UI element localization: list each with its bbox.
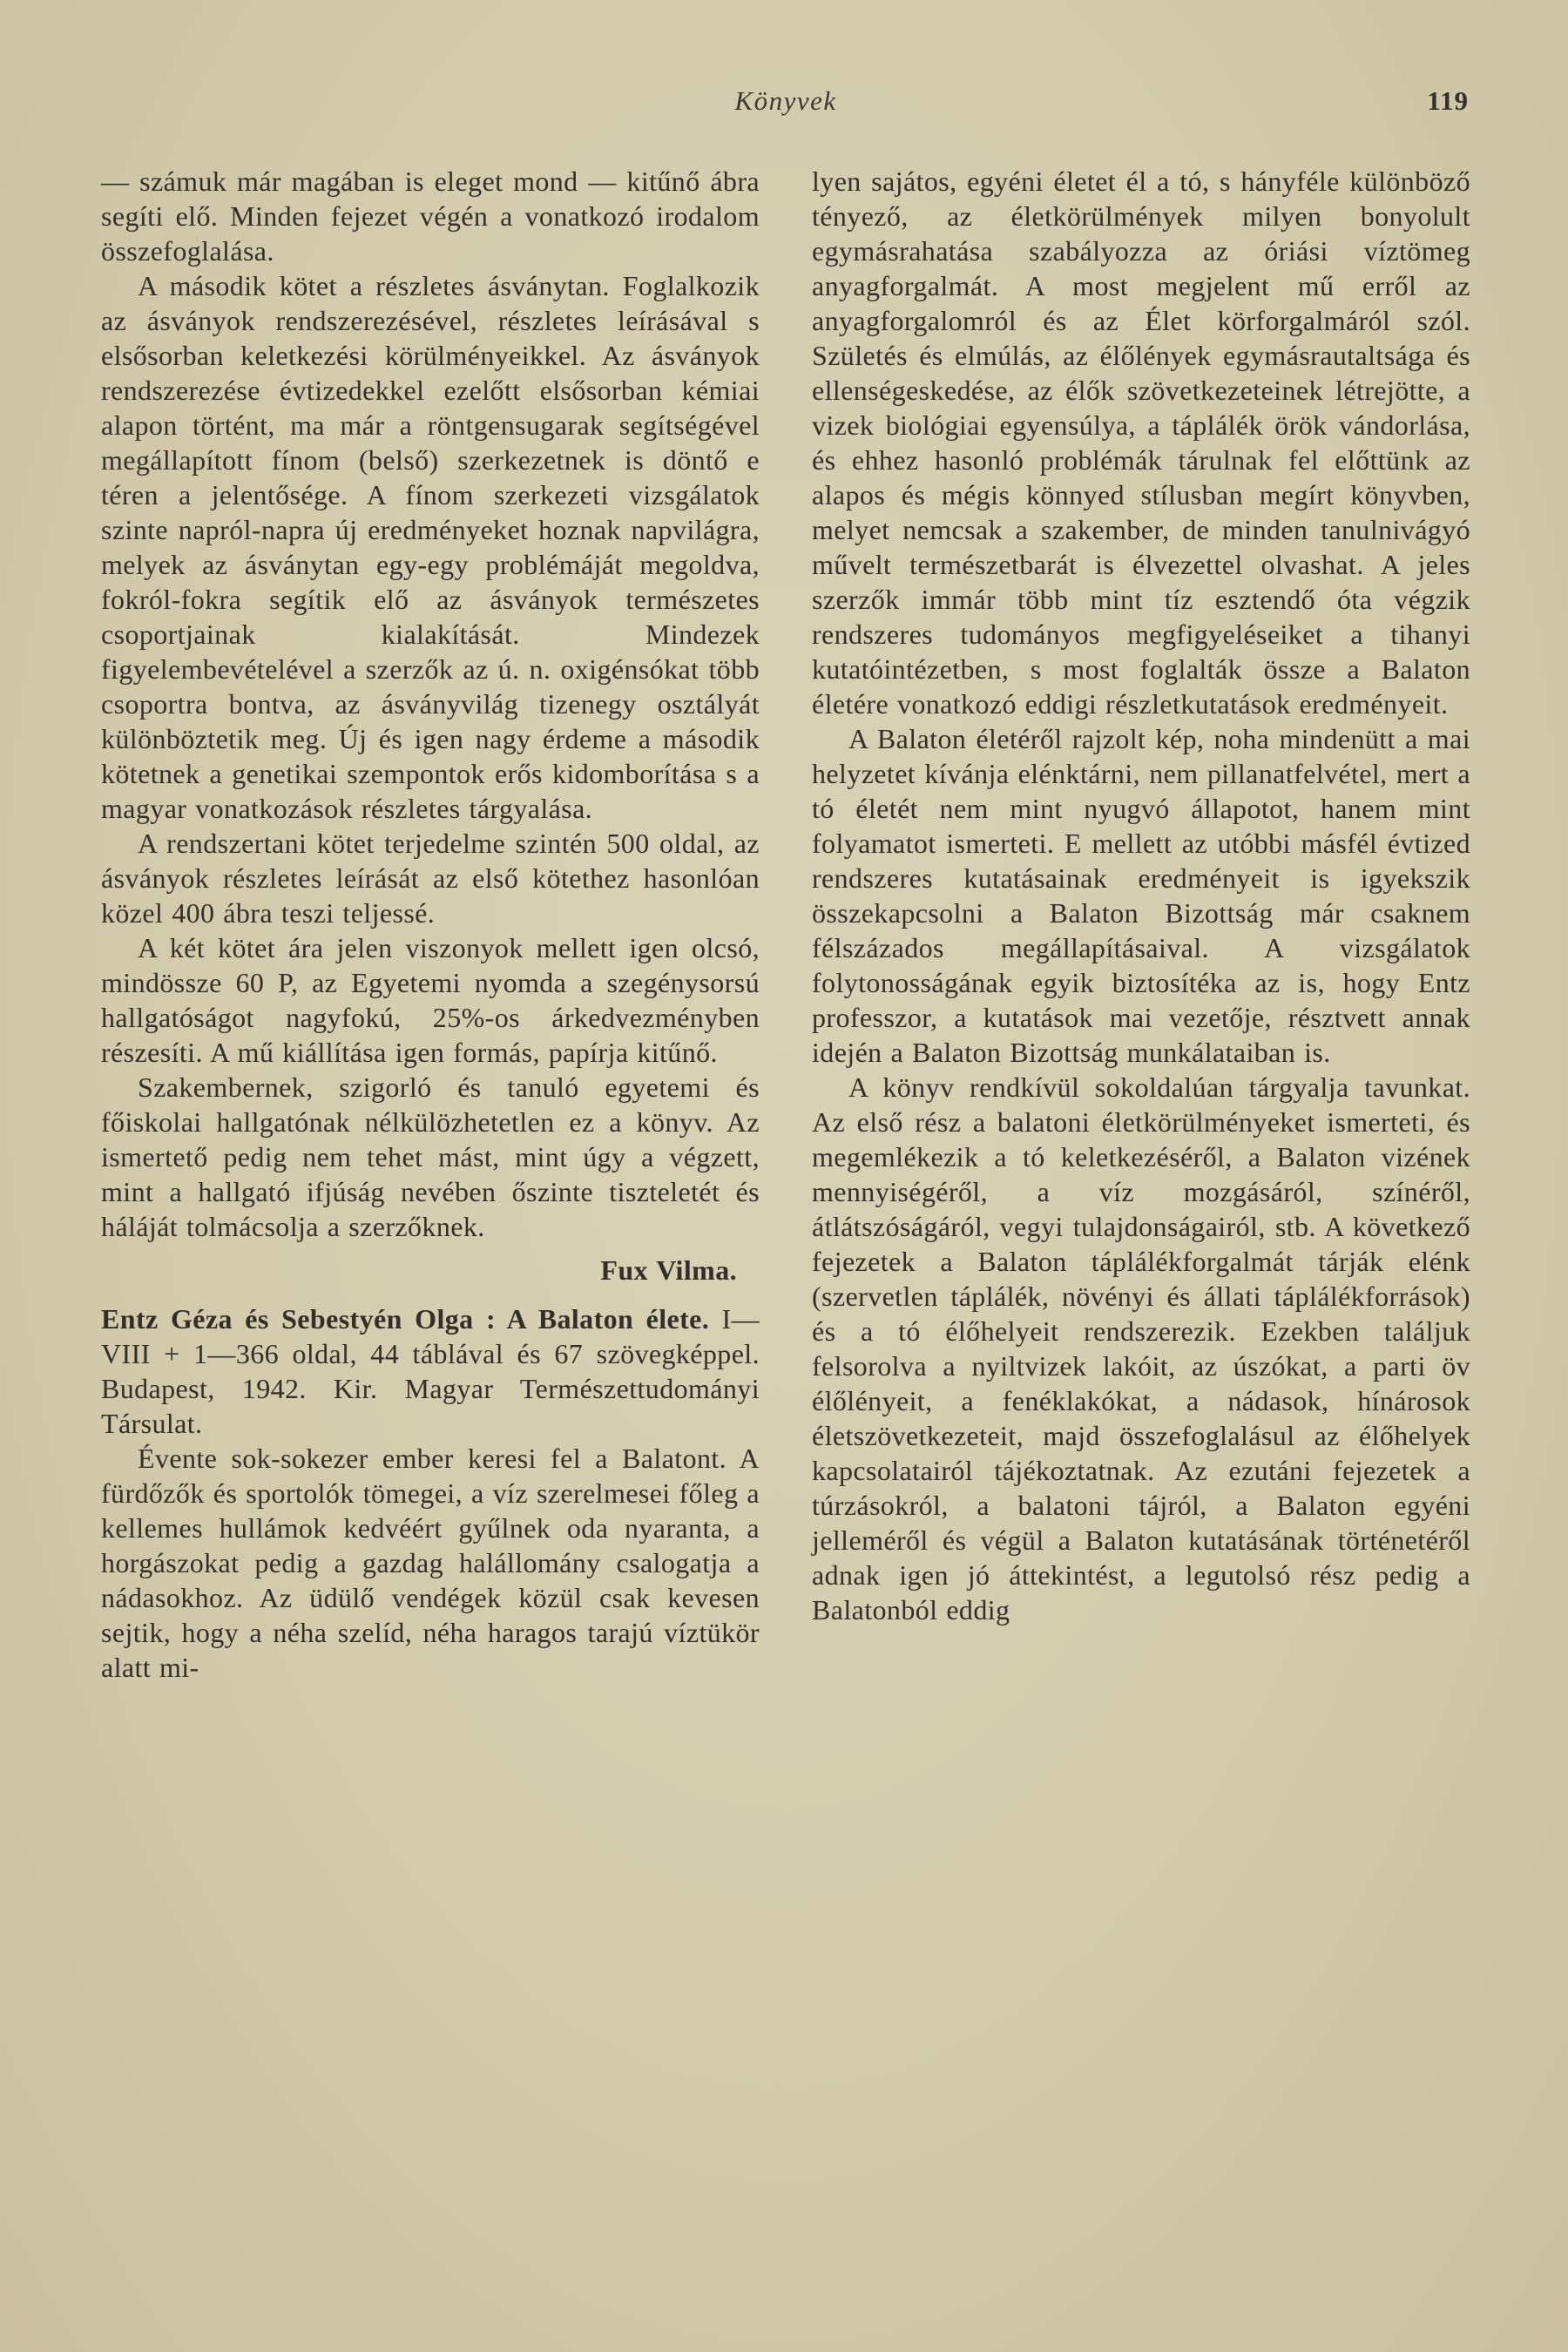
paragraph: lyen sajátos, egyéni életet él a tó, s hányféle különböző tényező, az életkörülmények milyen bonyolult egymásrahatása szabályozza az óriási víztömeg anyagforgalmát. A most megjelent mű erről az anyagforgalomról és az Élet körforgalmáról szól. Születés és elmúlás, az élőlények egymásrautaltsága és ellenségeskedése, az élők szövetkezeteinek létrejötte, a vizek biológiai egyensúlya, a táplálék örök vándorlása, és ehhez hasonló problémák tárulnak fel előttünk az alapos és mégis könnyed stílusban megírt könyvben, melyet nemcsak a szakember, de minden tanulnivágyó művelt természetbarát is élvezettel olvashat. A jeles szerzők immár több mint tíz esztendő óta végzik rendszeres tudományos megfigyeléseiket a tihanyi kutatóintézetben, s most foglalták össze a Balaton életére vonatkozó eddigi részletkutatások eredményeit. [812,166,1470,720]
paragraph: A rendszertani kötet terjedelme szintén 500 oldal, az ásványok részletes leírását az első kötethez hasonlóan közel 400 ábra teszi teljessé. [101,828,760,929]
page-number: 119 [1427,85,1469,116]
paragraph: Szakembernek, szigorló és tanuló egyetemi és főiskolai hallgatónak nélkülözhetetlen ez a könyv. Az ismertető pedig nem tehet mást, mint úgy a végzett, mint a hallgató ifjúság nevében őszinte tiszteletét és háláját tolmácsolja a szerzőknek. [101,1071,760,1242]
paragraph: A második kötet a részletes ásványtan. Foglalkozik az ásványok rendszerezésével, részletes leírásával s elsősorban keletkezési körülményeikkel. Az ásványok rendszerezése évtizedekkel ezelőtt elsősorban kémiai alapon történt, ma már a röntgensugarak segítségével megállapított fínom (belső) szerkezetnek is döntő e téren a jelentősége. A fínom szerkezeti vizsgálatok szinte napról-napra új eredményeket hoznak napvilágra, melyek az ásványtan egy-egy problémáját megoldva, fokról-fokra segítik elő az ásványok természetes csoportjainak kialakítását. Mindezek figyelembevételével a szerzők az ú. n. oxigénsókat több csoportra bontva, az ásványvilág tizenegy osztályát különböztetik meg. Új és igen nagy érdeme a második kötetnek a genetikai szempontok erős kidomborítása s a magyar vonatkozások részletes tárgyalása. [101,270,760,824]
paragraph: A Balaton életéről rajzolt kép, noha mindenütt a mai helyzetet kívánja elénktárni, nem pillanatfelvétel, mert a tó életét nem mint nyugvó állapotot, hanem mint folyamatot ismerteti. E mellett az utóbbi másfél évtized rendszeres kutatásainak eredményeit is igyekszik összekapcsolni a Balaton Bizottság már csaknem félszázados megállapításaival. A vizsgálatok folytonosságának egyik biztosítéka az is, hogy Entz professzor, a kutatások mai vezetője, résztvett annak idején a Balaton Bizottság munkálataiban is. [812,723,1470,1068]
reviewer-signature: Fux Vilma. [600,1254,737,1286]
right-column [812,164,1470,1685]
left-column [101,164,760,1685]
paragraph: A könyv rendkívül sokoldalúan tárgyalja tavunkat. Az első rész a balatoni életkörülményeket ismerteti, és megemlékezik a tó keletkezéséről, a Balaton vizének mennyiségéről, a víz mozgásáról, színéről, átlátszóságáról, vegyi tulajdonságairól, stb. A következő fejezetek a Balaton táplálékforgalmát tárják elénk (szervetlen táplálék, növényi és állati táplálékforrások) és a tó élőhelyeit rendszerezik. Ezekben találjuk felsorolva a nyiltvizek lakóit, az úszókat, a parti öv élőlényeit, a fenéklakókat, a nádasok, hínárosok életszövetkezeteit, majd összefoglalásul az élőhelyek kapcsolatairól tájékoztatnak. Az ezutáni fejezetek a túrzásokról, a balatoni tájról, a Balaton egyéni jelleméről és végül a Balaton kutatásának történetéről adnak igen jó áttekintést, a legutolsó rész pedig a Balatonból eddig [812,1071,1470,1625]
running-title: Könyvek [734,85,837,116]
review-heading: Entz Géza és Sebestyén Olga : A Balaton élete. [101,1303,710,1335]
paragraph: A két kötet ára jelen viszonyok mellett igen olcsó, mindössze 60 P, az Egyetemi nyomda a szegénysorsú hallgatóságot nagyfokú, 25%-os árkedvezményben részesíti. A mű kiállítása igen formás, papírja kitűnő. [101,932,760,1068]
page-header [101,85,1470,125]
text-columns [101,164,1470,1685]
paragraph: — számuk már magában is eleget mond — kitűnő ábra segíti elő. Minden fejezet végén a vonatkozó irodalom összefoglalása. [101,166,760,267]
paragraph: Évente sok-sokezer ember keresi fel a Balatont. A fürdőzők és sportolók tömegei, a víz szerelmesei főleg a kellemes hullámok kedvéért gyűlnek oda nyaranta, a horgászokat pedig a gazdag halállomány csalogatja a nádasokhoz. Az üdülő vendégek közül csak kevesen sejtik, hogy a néha szelíd, néha haragos tarajú víztükör alatt mi- [101,1443,760,1683]
review-entry: Entz Géza és Sebestyén Olga : A Balaton élete. I—VIII + 1—366 oldal, 44 táblával és 67 szövegképpel. Budapest, 1942. Kir. Magyar Természettudományi Társulat. [101,1303,760,1439]
